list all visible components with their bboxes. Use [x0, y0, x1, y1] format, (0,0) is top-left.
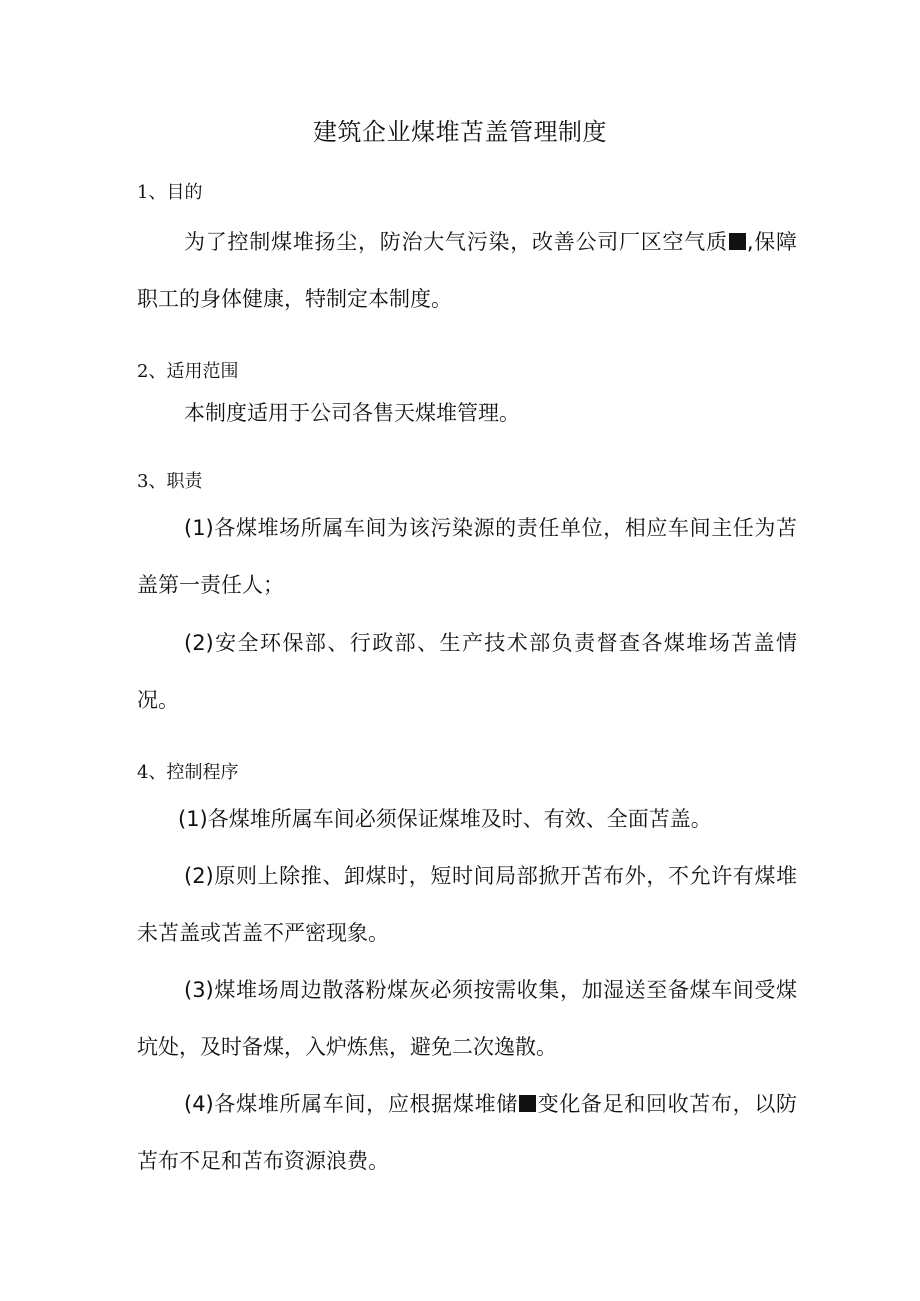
paragraph-procedure-3: (3)煤堆场周边散落粉煤灰必须按需收集，加湿送至备煤车间受煤坑处，及时备煤，入炉炼焦，避免二次逸散。	[137, 978, 797, 1059]
paragraph-purpose	[137, 214, 797, 328]
section-heading-scope: 2、适用范围	[137, 361, 239, 382]
paragraph-text: 为了控制煤堆扬尘，防治大气污染，改善公司厂区空气质	[184, 230, 728, 254]
document-title: 建筑企业煤堆苫盖管理制度	[313, 118, 607, 146]
redaction-block-icon	[519, 1095, 536, 1112]
section-heading-purpose: 1、目的	[137, 182, 203, 203]
paragraph-scope: 本制度适用于公司各售天煤堆管理。	[184, 401, 520, 425]
section-heading-control-procedure: 4、控制程序	[137, 762, 239, 783]
paragraph-text: ,保障职工的身体健康，特制定本制度。	[137, 230, 797, 311]
paragraph-responsibility-1: (1)各煤堆场所属车间为该污染源的责任单位，相应车间主任为苫盖第一责任人；	[137, 516, 797, 597]
paragraph-procedure-4	[137, 1076, 797, 1190]
paragraph-text: (4)各煤堆所属车间，应根据煤堆储	[184, 1092, 518, 1116]
redaction-block-icon	[729, 233, 746, 250]
paragraph-procedure-2: (2)原则上除推、卸煤时，短时间局部掀开苫布外，不允许有煤堆未苫盖或苫盖不严密现象。	[137, 864, 797, 945]
paragraph-responsibility-2: (2)安全环保部、行政部、生产技术部负责督查各煤堆场苫盖情况。	[137, 631, 797, 712]
paragraph-text: 变化备足和回收苫布，以防苫布不足和苫布资源浪费。	[137, 1092, 798, 1173]
section-heading-responsibilities: 3、职责	[137, 471, 203, 492]
paragraph-procedure-1: (1)各煤堆所属车间必须保证煤堆及时、有效、全面苫盖。	[178, 807, 712, 831]
